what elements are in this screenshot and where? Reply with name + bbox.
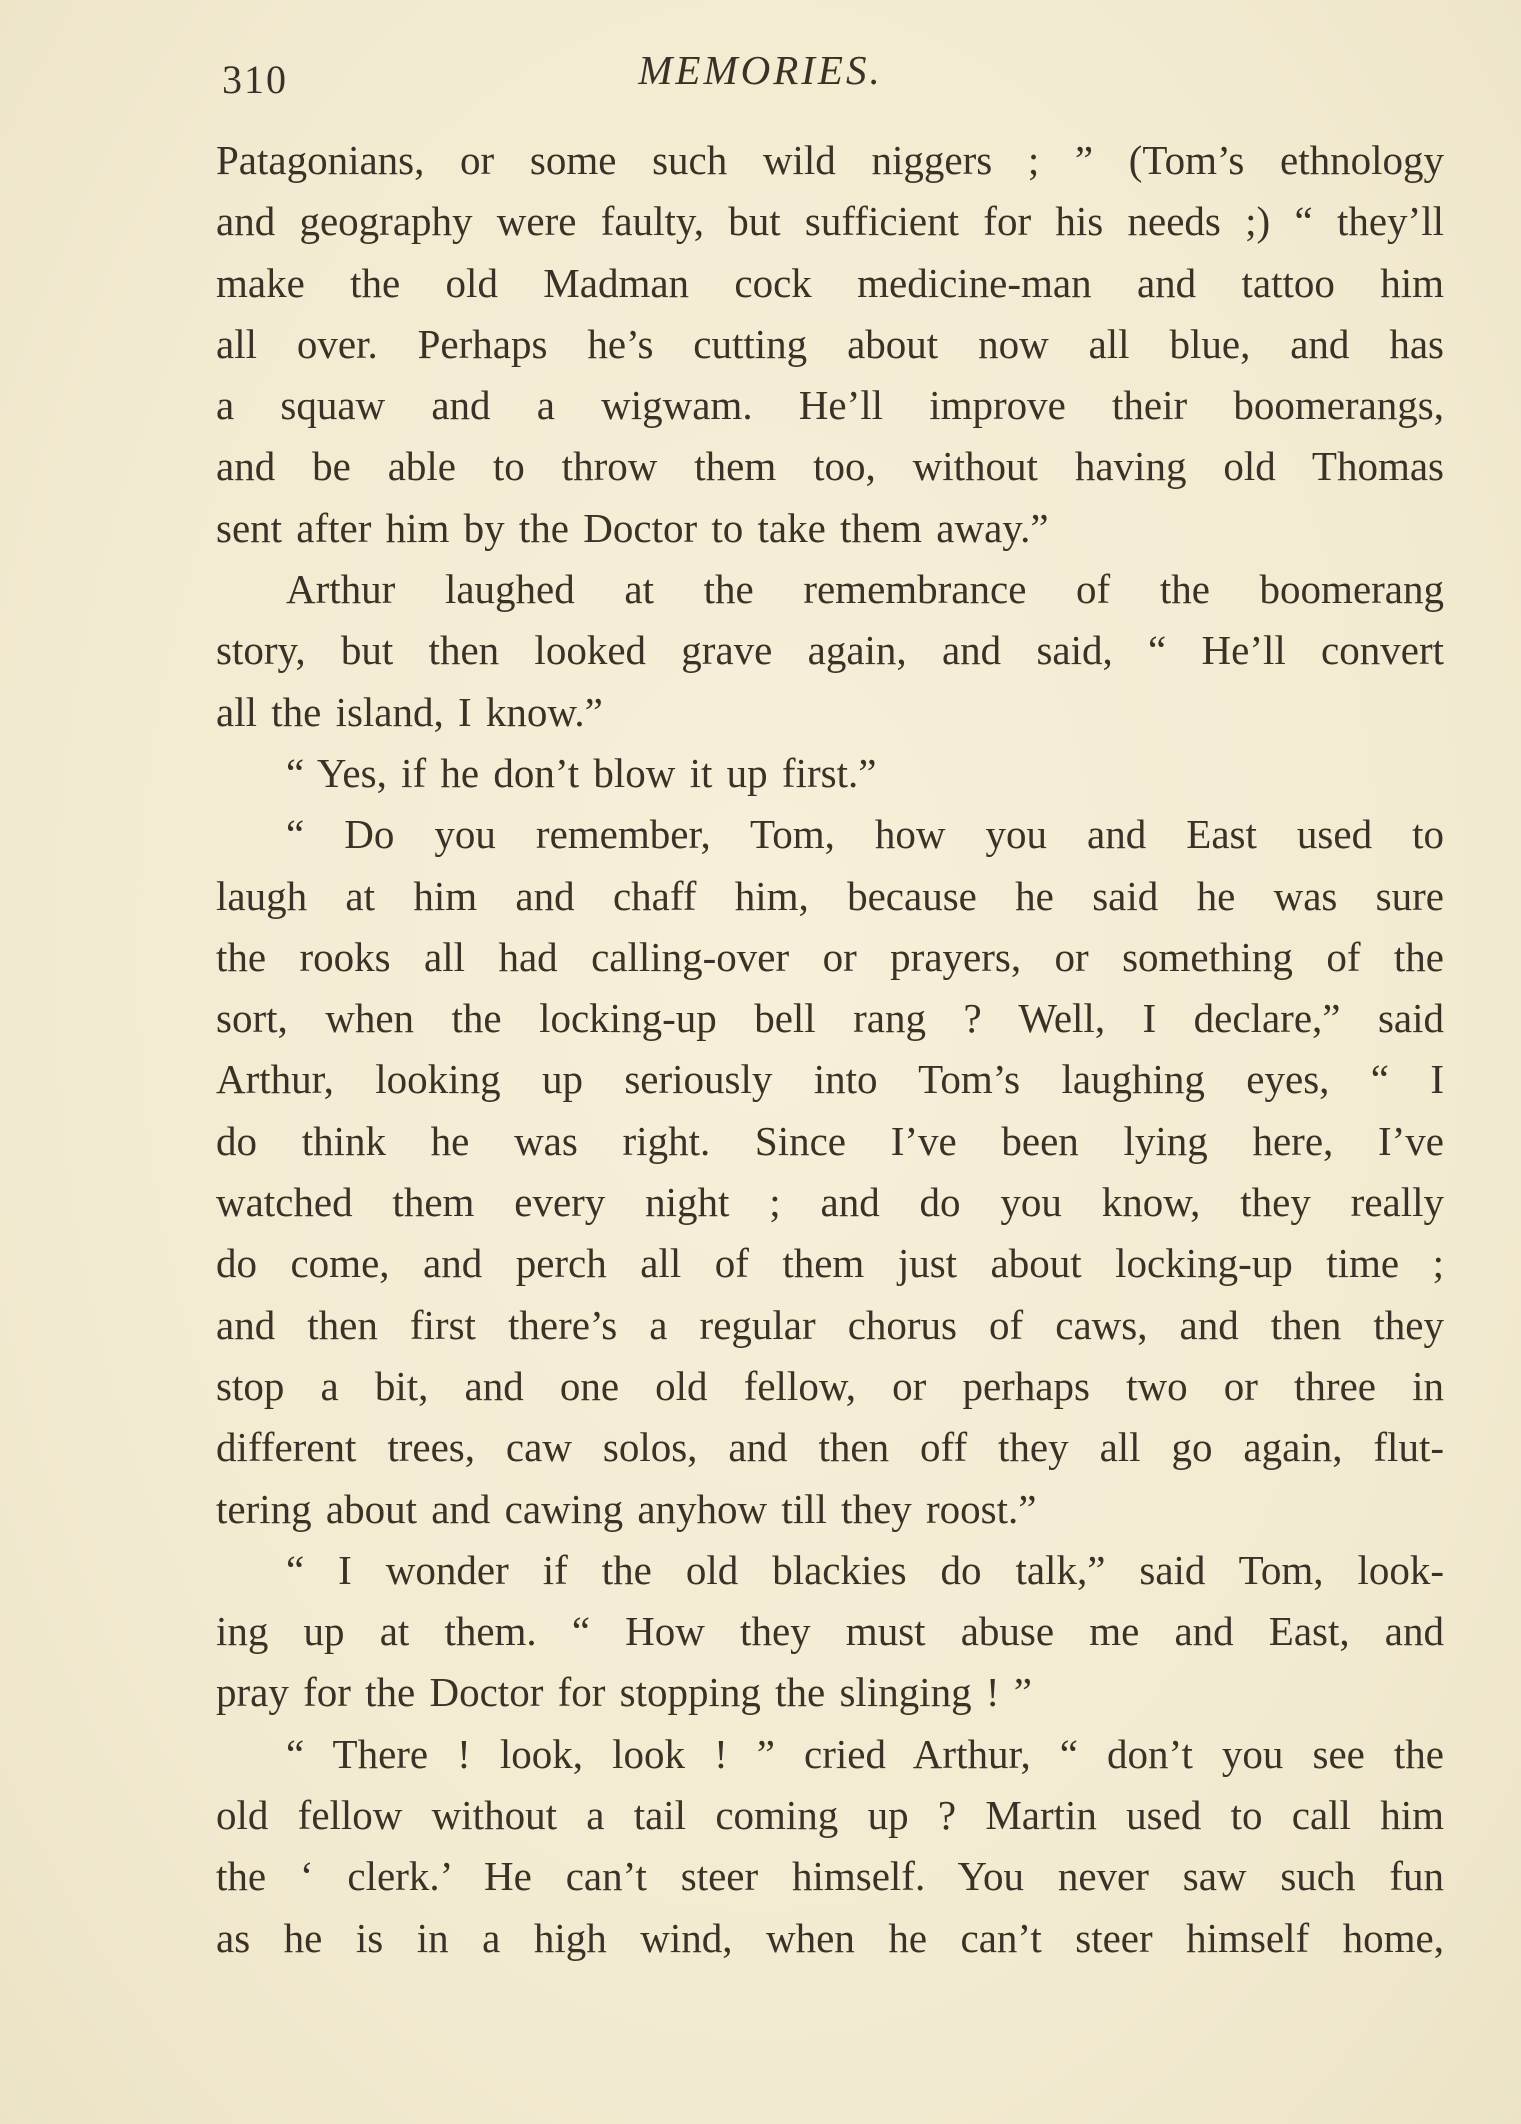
text-line: a squaw and a wigwam. He’ll improve their boomerangs,: [216, 382, 1444, 429]
text-line: Arthur, looking up seriously into Tom’s laughing eyes, “ I: [216, 1056, 1444, 1103]
text-line: “ There ! look, look ! ” cried Arthur, “ don’t you see the: [286, 1730, 1444, 1777]
text-line: as he is in a high wind, when he can’t steer himself home,: [216, 1914, 1444, 1961]
body-text: [216, 130, 1444, 1969]
text-line: story, but then looked grave again, and said, “ He’ll convert: [216, 627, 1444, 674]
text-line: “ Do you remember, Tom, how you and East used to: [286, 811, 1444, 858]
text-line: watched them every night ; and do you know, they really: [216, 1179, 1444, 1226]
running-head: MEMORIES.: [638, 47, 883, 93]
text-line: do think he was right. Since I’ve been lying here, I’ve: [216, 1117, 1444, 1164]
text-line: pray for the Doctor for stopping the slinging ! ”: [216, 1669, 1032, 1716]
text-line: “ I wonder if the old blackies do talk,” said Tom, look-: [286, 1546, 1444, 1593]
text-line: sent after him by the Doctor to take them away.”: [216, 504, 1049, 551]
text-line: stop a bit, and one old fellow, or perhaps two or three in: [216, 1362, 1444, 1409]
text-line: and then first there’s a regular chorus of caws, and then they: [216, 1301, 1444, 1348]
text-line: the rooks all had calling-over or prayers, or something of the: [216, 933, 1444, 980]
text-line: the ‘ clerk.’ He can’t steer himself. You never saw such fun: [216, 1853, 1444, 1900]
text-line: different trees, caw solos, and then off they all go again, flut-: [216, 1424, 1444, 1471]
text-line: all the island, I know.”: [216, 688, 603, 735]
text-line: ing up at them. “ How they must abuse me and East, and: [216, 1608, 1444, 1655]
text-line: tering about and cawing anyhow till they roost.”: [216, 1485, 1037, 1532]
text-line: laugh at him and chaff him, because he said he was sure: [216, 872, 1444, 919]
text-line: Patagonians, or some such wild niggers ; ” (Tom’s ethnology: [216, 137, 1444, 183]
text-line: “ Yes, if he don’t blow it up first.”: [286, 749, 877, 796]
text-line: old fellow without a tail coming up ? Martin used to call him: [216, 1792, 1444, 1839]
text-line: all over. Perhaps he’s cutting about now all blue, and has: [216, 320, 1444, 367]
page-number: 310: [222, 57, 288, 102]
text-line: make the old Madman cock medicine-man and tattoo him: [216, 259, 1444, 306]
text-line: sort, when the locking-up bell rang ? Well, I declare,” said: [216, 995, 1444, 1042]
text-line: Arthur laughed at the remembrance of the boomerang: [286, 566, 1444, 613]
text-line: do come, and perch all of them just about locking-up time ;: [216, 1240, 1444, 1287]
text-line: and geography were faulty, but sufficient for his needs ;) “ they’ll: [216, 198, 1444, 245]
text-line: and be able to throw them too, without having old Thomas: [216, 443, 1444, 490]
